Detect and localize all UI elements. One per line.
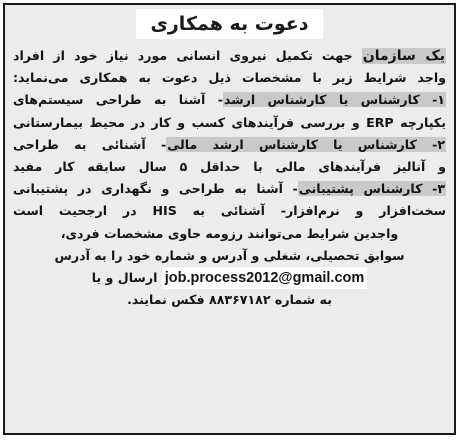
position-3-title: ۳- کارشناس پشتیبانی <box>298 181 445 197</box>
job-advertisement <box>3 3 456 435</box>
fax-line: به شماره ۸۸۳۶۷۱۸۲ فکس نمایند. <box>127 292 332 308</box>
apply-line-2: سوابق تحصیلی، شغلی و آدرس و شماره خود را به آدرس <box>54 247 405 263</box>
intro-line-1 <box>13 45 446 67</box>
position-1-title: ۱- کارشناس یا کارشناس ارشد <box>223 92 445 108</box>
position-1-line-1 <box>13 89 446 111</box>
position-2-line-2: و آنالیز فرآیندهای مالی با حداقل ۵ سال سابقه کار مفید <box>13 158 446 174</box>
email-line <box>13 267 446 289</box>
intro-line-2: واجد شرایط زیر با مشخصات ذیل دعوت به همکاری می‌نماید: <box>13 70 446 86</box>
position-2-rest: - آشنائی به طراحی <box>13 136 167 152</box>
position-1-line-2: یکپارچه ERP و بررسی فرآیندهای کسب و کار در محیط بیمارستانی <box>13 114 446 130</box>
title-banner <box>5 9 454 39</box>
position-1-rest: - آشنا به طراحی سیستم‌های <box>13 92 223 108</box>
ad-body <box>13 45 446 311</box>
intro-line-1-rest: جهت تکمیل نیروی انسانی مورد نیاز خود از افراد <box>13 48 362 63</box>
apply-line-1: واجدین شرایط می‌توانند رزومه حاوی مشخصات فردی، <box>60 225 399 241</box>
company-highlight: یک سازمان <box>362 48 445 64</box>
position-2-line-1 <box>13 134 446 156</box>
position-3-rest: - آشنا به طراحی و نگهداری در پشتیبانی <box>13 181 298 197</box>
email-suffix: ارسال و یا <box>91 269 158 285</box>
position-3-line-2: سخت‌افزار و نرم‌افزار- آشنائی به HIS در ارجحیت است <box>13 203 446 219</box>
contact-email[interactable]: job.process2012@gmail.com <box>162 267 368 289</box>
ad-title: دعوت به همکاری <box>136 9 322 39</box>
position-3-line-1 <box>13 178 446 200</box>
position-2-title: ۲- کارشناس یا کارشناس ارشد مالی <box>167 136 446 152</box>
